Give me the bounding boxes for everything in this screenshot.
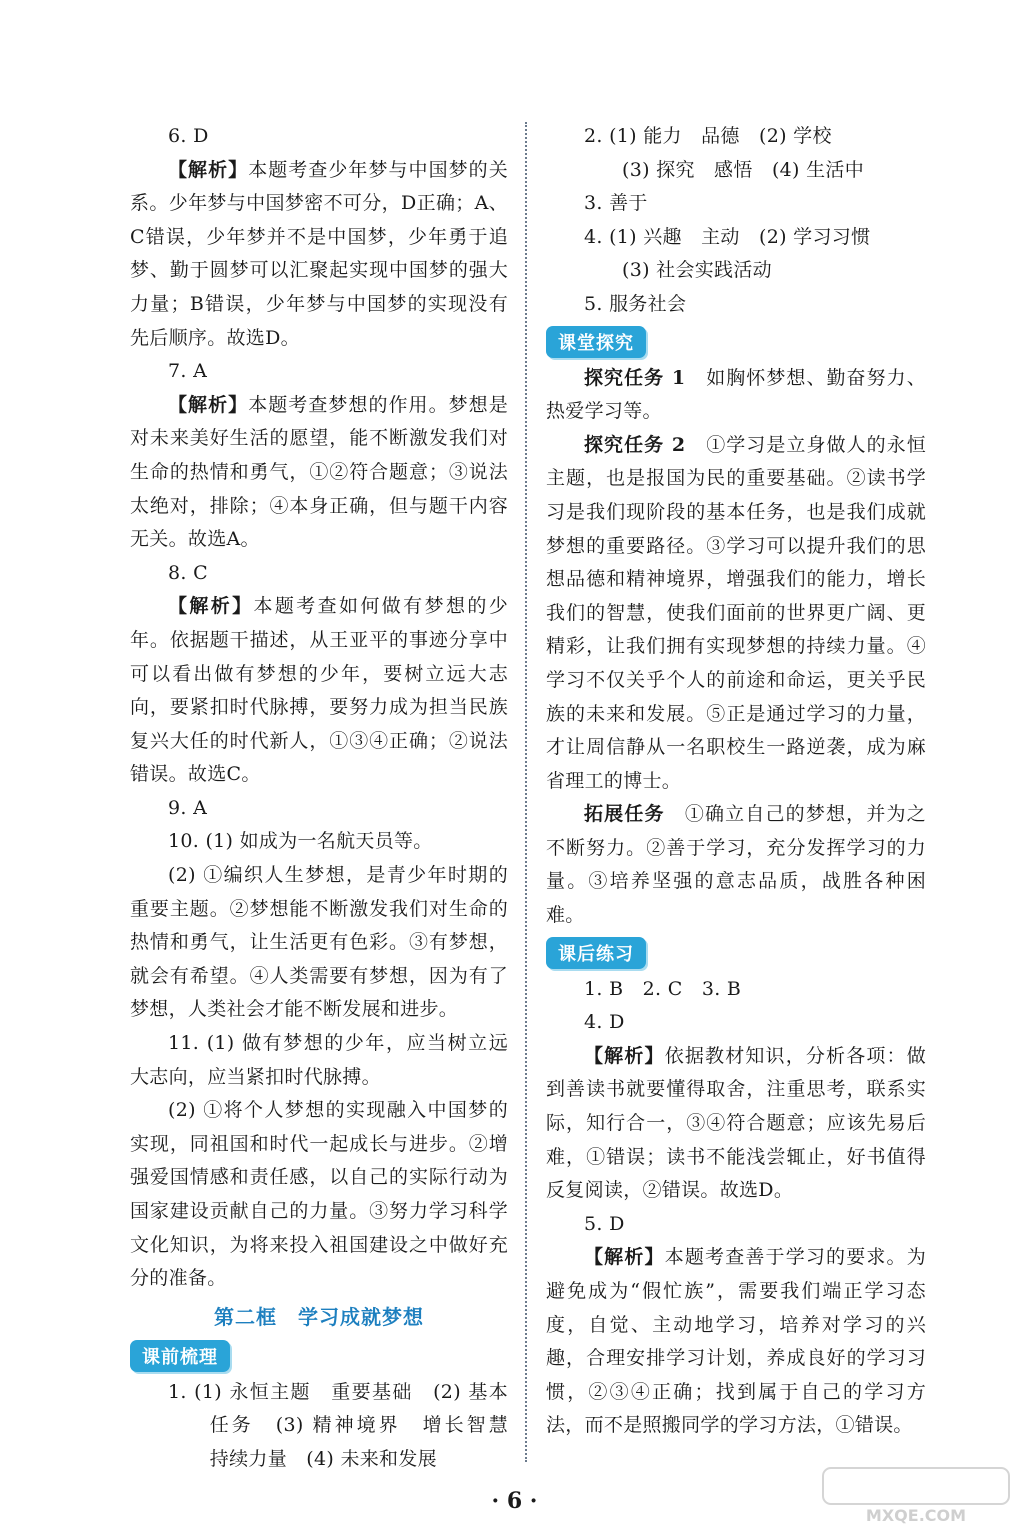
after-answers-1-3: 1. B 2. C 3. B xyxy=(584,977,742,1000)
extension-task: 拓展任务 ①确立自己的梦想，并为之不断努力。②善于学习，充分发挥学习的力量。③培养坚强的意志品质，战胜各种困难。 xyxy=(546,803,926,927)
after-answer-5: 5. D xyxy=(584,1212,625,1235)
left-column xyxy=(130,120,528,1477)
task-2: 探究任务 2 ①学习是立身做人的永恒主题，也是报国为民的重要基础。②读书学习是我们现阶段的基本任务，也是我们成就梦想的重要路径。③学习可以提升我们的思想品德和精神境界，增强我们的能力，增长我们的智慧，使我们面前的世界更广阔、更精彩，让我们拥有实现梦想的持续力量。④学习不仅关乎个人的前途和命运，更关乎民族的未来和发展。⑤正是通过学习的力量，才让周信静从一名职校生一路逆袭，成为麻省理工的博士。 xyxy=(546,433,926,792)
after-answer-4: 4. D xyxy=(584,1011,625,1034)
pre-answer-3: 3. 善于 xyxy=(584,192,648,215)
pre-answer-4a: 4. (1) 兴趣 主动 (2) 学习习惯 xyxy=(584,225,871,248)
section-title: 第二框 学习成就梦想 xyxy=(214,1304,424,1329)
pre-answer-4b: (3) 社会实践活动 xyxy=(622,259,772,282)
task-1: 探究任务 1 如胸怀梦想、勤奋努力、热爱学习等。 xyxy=(546,366,926,423)
pre-answer-2b: (3) 探究 感悟 (4) 生活中 xyxy=(622,158,865,181)
answer-11-1: 11. (1) 做有梦想的少年，应当树立远大志向，应当紧扣时代脉搏。 xyxy=(130,1032,508,1088)
badge-after-class: 课后练习 xyxy=(546,937,646,969)
answer-10-2: (2) ①编织人生梦想，是青少年时期的重要主题。②梦想能不断激发我们对生命的热情和勇气，让生活更有色彩。③有梦想，就会有希望。④人类需要有梦想，因为有了梦想，人类社会才能不断发展和进步。 xyxy=(130,864,508,1021)
answer-9: 9. A xyxy=(168,796,208,819)
watermark-text: MXQE.COM xyxy=(865,1506,967,1525)
column-divider xyxy=(525,122,527,1462)
badge-pre-class: 课前梳理 xyxy=(130,1340,230,1372)
after-analysis-5: 【解析】本题考查善于学习的要求。为避免成为“假忙族”，需要我们端正学习态度，自觉、主动地学习，培养对学习的兴趣，合理安排学习计划，养成良好的学习习惯，②③④正确；找到属于自己的学习方法，而不是照搬同学的学习方法，①错误。 xyxy=(546,1246,927,1437)
answer-8: 8. C xyxy=(168,561,208,584)
answer-6: 6. D xyxy=(168,125,209,147)
pre-answer-1: 1. (1) 永恒主题 重要基础 (2) 基本任务 (3) 精神境界 增长智慧 持续力量 (4) 未来和发展 xyxy=(168,1380,528,1470)
page-number: · 6 · xyxy=(491,1488,538,1514)
pre-answer-2a: 2. (1) 能力 品德 (2) 学校 xyxy=(584,125,832,147)
analysis-7: 【解析】本题考查梦想的作用。梦想是对未来美好生活的愿望，能不断激发我们对生命的热情和勇气，①②符合题意；③说法太绝对，排除；④本身正确，但与题干内容无关。故选A。 xyxy=(130,393,509,551)
answer-10-1: 10. (1) 如成为一名航天员等。 xyxy=(168,830,433,853)
pre-answer-5: 5. 服务社会 xyxy=(584,292,687,315)
right-column xyxy=(546,120,926,1443)
answer-7: 7. A xyxy=(168,360,208,383)
badge-in-class: 课堂探究 xyxy=(546,326,646,358)
answer-11-2: (2) ①将个人梦想的实现融入中国梦的实现，同祖国和时代一起成长与进步。②增强爱国情感和责任感，以自己的实际行动为国家建设贡献自己的力量。③努力学习科学文化知识，为将来投入祖国建设之中做好充分的准备。 xyxy=(130,1099,508,1290)
analysis-8: 【解析】本题考查如何做有梦想的少年。依据题干描述，从王亚平的事迹分享中可以看出做有梦想的少年，要树立远大志向，要紧扣时代脉搏，要努力成为担当民族复兴大任的时代新人，①③④正确；②说法错误。故选C。 xyxy=(130,595,509,786)
analysis-6: 【解析】本题考查少年梦与中国梦的关系。少年梦与中国梦密不可分，D正确；A、C错误，少年梦并不是中国梦，少年勇于追梦、勤于圆梦可以汇聚起实现中国梦的强大力量；B错误，少年梦与中国梦的实现没有先后顺序。故选D。 xyxy=(130,158,509,349)
watermark-logo xyxy=(821,1466,1011,1526)
after-analysis-4: 【解析】依据教材知识，分析各项：做到善读书就要懂得取舍，注重思考，联系实际，知行合一，③④符合题意；应该先易后难，①错误；读书不能浅尝辄止，好书值得反复阅读，②错误。故选D。 xyxy=(546,1044,927,1202)
